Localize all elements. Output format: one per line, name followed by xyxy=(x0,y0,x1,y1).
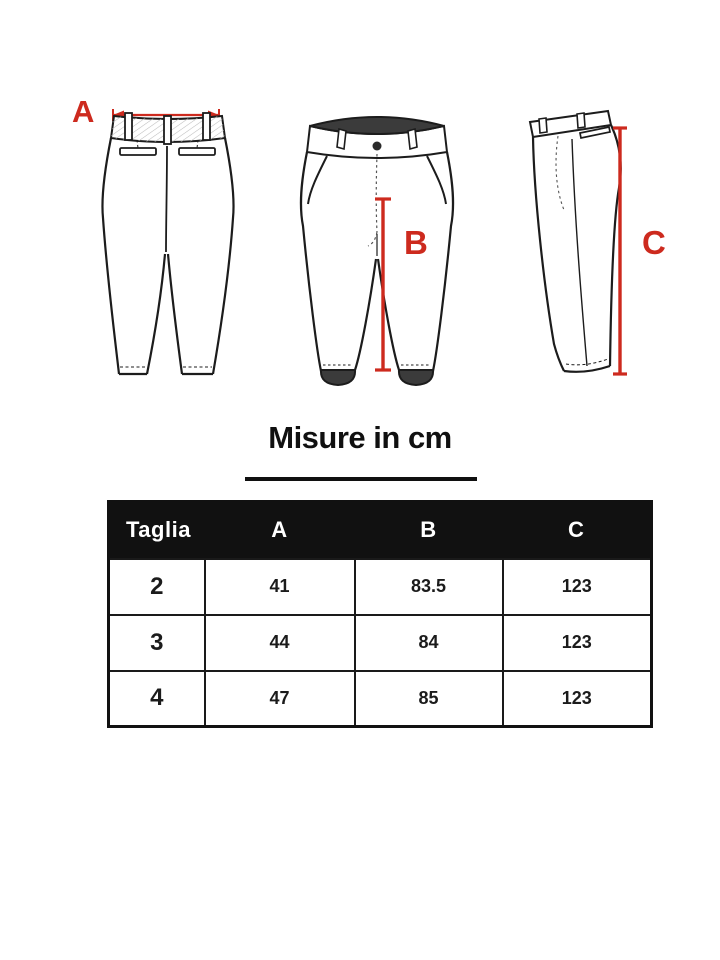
cell-c: 123 xyxy=(503,671,652,727)
cell-a: 44 xyxy=(205,615,355,671)
measurement-label-c: C xyxy=(642,224,666,261)
pants-back-view-drawing xyxy=(95,104,240,390)
cell-c: 123 xyxy=(503,559,652,615)
cell-a: 47 xyxy=(205,671,355,727)
measurement-line-b xyxy=(295,104,460,390)
cell-size: 3 xyxy=(109,615,205,671)
page-title: Misure in cm xyxy=(268,420,452,455)
cell-size: 2 xyxy=(109,559,205,615)
size-table xyxy=(107,500,653,728)
title-underline xyxy=(245,477,477,481)
measurement-line-c xyxy=(520,106,645,391)
header-c: C xyxy=(503,502,652,559)
table-row xyxy=(109,559,652,615)
table-row xyxy=(109,615,652,671)
table-row xyxy=(109,671,652,727)
cell-b: 85 xyxy=(355,671,503,727)
measurement-label-a: A xyxy=(72,94,95,129)
cell-size: 4 xyxy=(109,671,205,727)
header-a: A xyxy=(205,502,355,559)
cell-c: 123 xyxy=(503,615,652,671)
measurement-label-b: B xyxy=(404,224,428,261)
cell-b: 84 xyxy=(355,615,503,671)
cell-a: 41 xyxy=(205,559,355,615)
cell-b: 83.5 xyxy=(355,559,503,615)
size-table-header-row xyxy=(109,502,652,559)
header-b: B xyxy=(355,502,503,559)
header-taglia: Taglia xyxy=(109,502,205,559)
